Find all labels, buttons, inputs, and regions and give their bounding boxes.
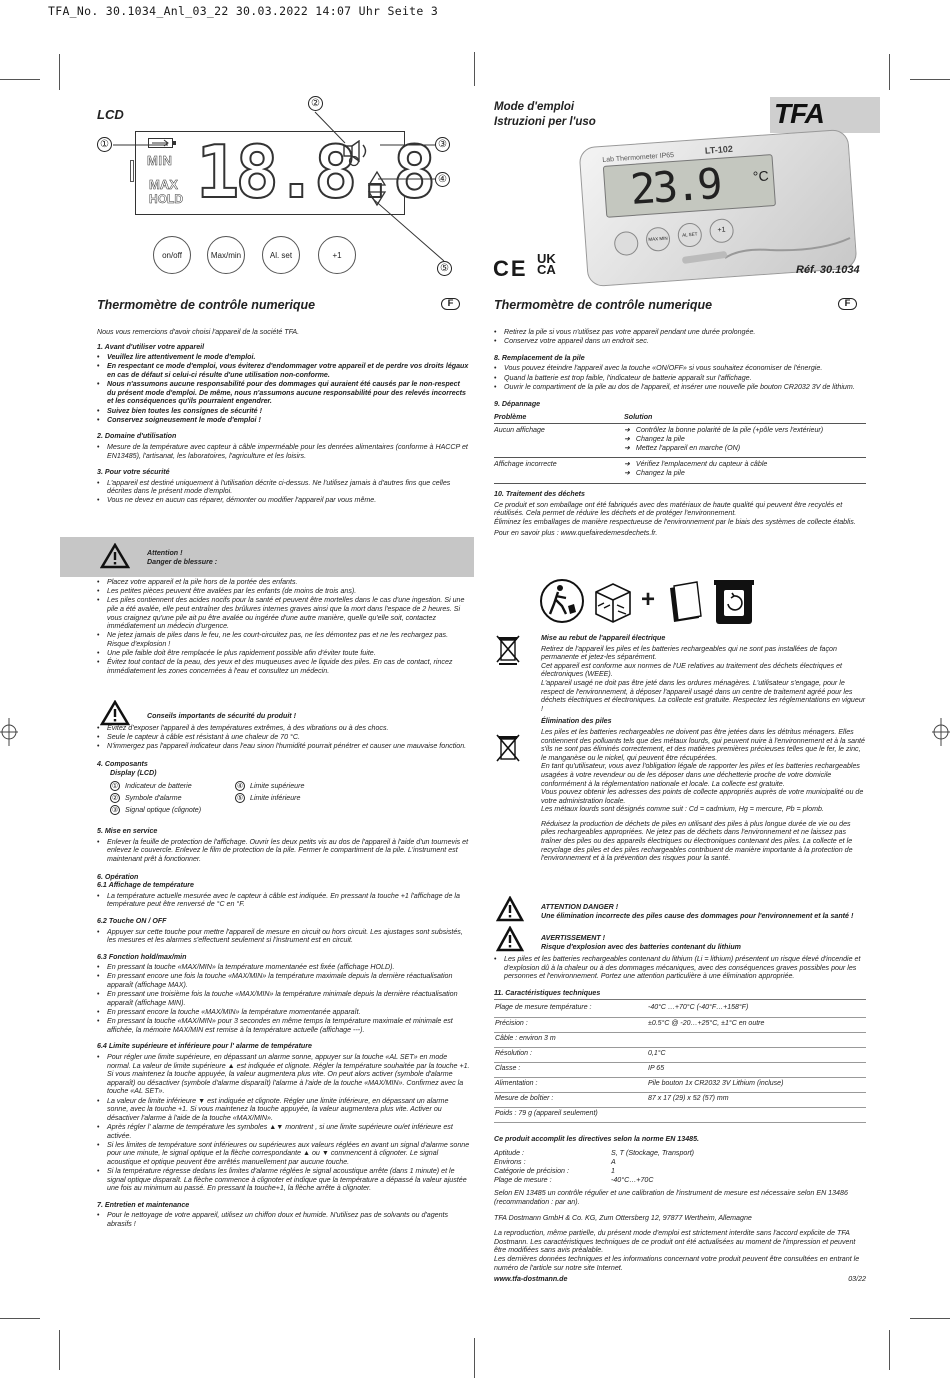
component-num: ② xyxy=(111,795,119,803)
component-label: Signal optique (clignote) xyxy=(125,806,202,815)
list-item: • Veuillez lire attentivement le mode d'emploi. xyxy=(97,353,470,362)
warning-list xyxy=(97,578,470,676)
list-item: • Si les limites de température sont inférieures ou supérieures aux valeurs réglées en avant un signal d'alarme sonne pour une minute, le signal optique et la flèche correspondante ▲ ou ▼ commencent à clignoter. Le signal acoustique et optique peuvent être arrêtés manuellement par aucune touche. xyxy=(97,1141,470,1167)
spec-value: 87 x 17 (29) x 52 (57) mm xyxy=(647,1092,866,1107)
print-header: TFA_No. 30.1034_Anl_03_22 30.03.2022 14:07 Uhr Seite 3 xyxy=(48,4,439,18)
trouble-problem: Aucun affichage xyxy=(494,425,545,434)
spec-key: Plage de mesure température : xyxy=(494,1002,647,1017)
s1-list xyxy=(97,353,470,424)
spec-key: Alimentation : xyxy=(494,1077,647,1092)
spec-key: Résolution : xyxy=(494,1047,647,1062)
spec-value xyxy=(647,1032,866,1047)
alset-button[interactable]: Al. set xyxy=(262,236,300,274)
device-power-button[interactable] xyxy=(613,231,639,257)
trouble-col-solution: Solution xyxy=(624,412,653,421)
list-item: • Pour régler une limite supérieure, en dépassant un alarme sonne, appuyer sur la touche «AL SET» en mode normal. La valeur de limite supérieure ▲ est indiquée et clignote. Régler la température souhaitée par la touche +1. Si vous maintenez la touche appuyée, la valeur augmentera plus vite. On peut alors activer (symbole d'alarme apparaît) ou désactiver (symbole d'alarme disparaît) l'alarme à l'aide de la touche «MAX/MIN». Confirmez avec la touche «AL SET». xyxy=(97,1053,470,1096)
norm-paragraph: Selon EN 13485 un contrôle régulier et une calibration de l'instrument de mesure est nécessaire selon EN 13486 (recommandation : par an). xyxy=(494,1189,848,1207)
list-item: • Quand la batterie est trop faible, l'indicateur de batterie apparaît sur l'affichage. xyxy=(494,374,866,383)
list-item: • L'appareil est destiné uniquement à l'utilisation décrite ci-dessus. Ne l'utilisez jamais à d'autres fins que celles décrites dans le présent mode d'emploi. xyxy=(97,479,470,496)
component-label: Symbole d'alarme xyxy=(125,794,182,803)
trouble-solution: Vérifiez l'emplacement du capteur à câble xyxy=(635,459,768,468)
norm-key: Aptitude : xyxy=(494,1149,524,1158)
plus1-button[interactable]: +1 xyxy=(318,236,356,274)
spec-value: ±0.5°C @ -20…+25°C, ±1°C en outre xyxy=(647,1017,866,1032)
list-item: • Enlever la feuille de protection de l'affichage. Ouvrir les deux petits vis au dos de l'appareil à l'aide d'un tournevis et enlevez le couvercle. Enlevez le film de protection de la pile. Fermer le compartiment de la pile. L'instrument est maintenant prêt à fonctionner. xyxy=(97,838,470,864)
list-item: • Si la température régresse dedans les limites d'alarme réglées le signal acoustique arrête (dans 1 minute) et le signal optique disparaît. La flèche commence à clignoter et indique que la température a dépassé la valeur ajustée une fois au minimum au passé. En pressant la touche+1, la flèche arrête à clignoter. xyxy=(97,1167,470,1193)
norm-value: A xyxy=(611,1158,616,1167)
specs-table xyxy=(494,1002,866,1123)
disposal-paragraph: Cet appareil est conforme aux normes de l'UE relatives au traitement des déchets électriques et électroniques (WEEE). xyxy=(541,661,843,679)
callout-2: ② xyxy=(308,96,323,111)
s6-title: 6. Opération xyxy=(97,872,139,881)
website-link[interactable]: www.tfa-dostmann.de xyxy=(494,1274,568,1283)
list-item: • Conservez soigneusement le mode d'emploi ! xyxy=(97,416,470,425)
warning-icon xyxy=(100,543,130,569)
ukca-mark: UK CA xyxy=(537,251,556,277)
disposal-paragraph: Réduisez la production de déchets de piles en utilisant des piles à plus longue durée de vie ou des piles rechargeables appropriées. Ne jetez pas de déchets dans l'environnement et ne laissez pas traîner des piles ou des appareils électriques ou électroniques contenant des piles. La collecte et le recyclage des piles et des piles rechargeables contribuent de manière importante à la protection de l'environnement et à la prévention des risques pour la santé. xyxy=(541,819,853,863)
list-item: • En respectant ce mode d'emploi, vous éviterez d'endommager votre appareil et de perdre vos droits légaux en cas de défaut si celui-ci résulte d'une utilisation non-conforme. xyxy=(97,362,470,379)
ce-mark: CE xyxy=(493,256,528,281)
left-column-2 xyxy=(97,724,470,1229)
spec-key: Poids : 79 g (appareil seulement) xyxy=(494,1107,647,1122)
trouble-solution: Mettez l'appareil en marche (ON) xyxy=(635,443,741,452)
lcd-heading: LCD xyxy=(97,107,124,122)
list-item: • Placez votre appareil et la pile hors de la portée des enfants. xyxy=(97,578,470,587)
list-item: • Pour le nettoyage de votre appareil, utilisez un chiffon doux et humide. N'utilisez pas de solvants ou d'agents abrasifs ! xyxy=(97,1211,470,1228)
list-item: • Appuyer sur cette touche pour mettre l'appareil de mesure en circuit ou hors circuit. Les ajustages sont subsistés, les mesures et les alarmes s'effectuent seulement si l'instrument est en circuit. xyxy=(97,928,470,945)
lcd-hold-label: HOLD xyxy=(149,192,183,206)
s61-title: 6.1 Affichage de température xyxy=(97,881,194,890)
spec-row xyxy=(494,1047,866,1062)
list-item: • Mesure de la température avec capteur à câble imperméable pour les denrées alimentaires (conforme à HACCP et EN13485), l'artisanat, les laboratoires, l'agriculture et les loisirs. xyxy=(97,443,470,460)
recycling-pictogram xyxy=(538,576,760,626)
recycling-bin-icon xyxy=(710,576,758,626)
crossed-bin-battery-icon xyxy=(495,733,521,765)
company-address: TFA Dostmann GmbH & Co. KG, Zum Ottersberg 12, 97877 Wertheim, Allemagne xyxy=(494,1213,752,1222)
trouble-solution: Changez la pile xyxy=(635,468,685,477)
disposal-paragraph: Vous pouvez obtenir les adresses des points de collecte appropriés auprès de votre municipalité ou de votre administration locale. xyxy=(541,788,864,805)
spec-row xyxy=(494,1077,866,1092)
component-num: ⑤ xyxy=(236,795,244,803)
list-item: • Une pile faible doit être remplacée le plus rapidement possible afin d'éviter toute fuite. xyxy=(97,649,470,658)
list-item: • Conservez votre appareil dans un endroit sec. xyxy=(494,337,866,346)
tfa-logo: TFA xyxy=(774,98,824,129)
onoff-button[interactable]: on/off xyxy=(153,236,191,274)
component-label: Limite inférieure xyxy=(250,794,301,803)
lithium-warning-subtitle: Risque d'explosion avec des batteries contenant du lithium xyxy=(541,943,741,951)
device-screen xyxy=(602,151,776,218)
tidyman-icon xyxy=(538,576,586,626)
spec-key: Précision : xyxy=(494,1017,647,1032)
s5-title: 5. Mise en service xyxy=(97,827,158,836)
norm-list xyxy=(494,1149,866,1189)
legal-paragraph: Les dernières données techniques et les informations concernant votre produit peuvent être consultées en entrant le numéro de l'article sur notre site Internet. xyxy=(494,1255,860,1272)
electrical-disposal-title: Mise au rebut de l'appareil électrique xyxy=(541,634,666,642)
list-item: • Après régler l' alarme de température les symboles ▲▼ montrent , si une limite supérieure ou/et inférieure est activée. xyxy=(97,1123,470,1140)
maxmin-button[interactable]: Max/min xyxy=(207,236,245,274)
disposal-paragraph: L'appareil usagé ne doit pas être jeté dans les ordures ménagères. L'utilisateur s'engage, pour le respect de l'environnement, à déposer l'appareil usagé dans un centre de traitement agréé pour les déchets électriques et électroniques. La collecte est gratuite. Respectez les réglementations en vigueur ! xyxy=(541,678,866,713)
danger-text: Une élimination incorrecte des piles cause des dommages pour l'environnement et la santé ! xyxy=(541,912,854,920)
s10-paragraph: Éliminez les emballages de manière respectueuse de l'environnement par le biais des systèmes de collecte établis. xyxy=(494,517,856,526)
device-unit: °C xyxy=(752,167,770,185)
s62-title: 6.2 Touche ON / OFF xyxy=(97,916,167,925)
spec-value: Pile bouton 1x CR2032 3V Lithium (incluse) xyxy=(647,1077,866,1092)
component-num: ① xyxy=(111,783,119,791)
spec-value: 0,1°C xyxy=(647,1047,866,1062)
disposal-section xyxy=(541,634,866,865)
list-item: • N'immergez pas l'appareil indicateur dans l'eau sinon l'humidité pourrait pénétrer et causer une mauvaise fonction. xyxy=(97,742,470,751)
list-item: • Vous pouvez éteindre l'appareil avec la touche «ON/OFF» si vous souhaitez économiser de l'énergie. xyxy=(494,364,866,373)
spec-key: Mesure de boîtier : xyxy=(494,1092,647,1107)
callout-4: ④ xyxy=(435,172,450,187)
list-item: • Seule le capteur à câble est résistant à une chaleur de 70 °C. xyxy=(97,733,470,742)
norm-key: Catégorie de précision : xyxy=(494,1167,569,1176)
norm-value: S, T (Stockage, Transport) xyxy=(611,1149,695,1158)
spec-row xyxy=(494,1032,866,1047)
spec-row xyxy=(494,1017,866,1032)
spec-row xyxy=(494,1107,866,1122)
cover-mode-it: Istruzioni per l'uso xyxy=(494,116,596,128)
left-column xyxy=(97,328,470,506)
s4-subtitle: Display (LCD) xyxy=(110,768,157,777)
list-item: • Les piles et les batteries rechargeables contenant du lithium (Li = lithium) présentent un risque élevé d'incendie et d'explosion dû à la chaleur ou à des dommages mécaniques, avec des conséquences graves possibles pour les personnes et l'environnement. Portez une attention particulière à une élimination appropriée. xyxy=(494,955,866,981)
disposal-paragraph: Les piles et les batteries rechargeables ne doivent pas être jetées dans les détritus ménagers. Elles contiennent des polluants tels que des métaux lourds, qui peuvent nuire à l'environnement et à la santé s'ils ne sont pas éliminés correctement, et des matières premières précieuses telles que le fer, le zinc, le manganèse ou le nickel, qui peuvent être récupérées. xyxy=(541,727,865,762)
list-item: • Les petites pièces peuvent être avalées par les enfants (de moins de trois ans). xyxy=(97,587,470,596)
lithium-warning-title: AVERTISSEMENT ! xyxy=(541,934,605,942)
list-item: • En pressant encore la touche «MAX/MIN» la température momentanée apparaît. xyxy=(97,1008,470,1017)
registration-mark-left xyxy=(0,712,18,752)
warning-title: Attention ! xyxy=(147,549,183,557)
list-item: • En pressant la touche «MAX/MIN» la température momentanée est fixée (affichage HOLD). xyxy=(97,963,470,972)
components-list xyxy=(97,781,470,819)
component-num: ④ xyxy=(236,783,244,791)
right-title: Thermomètre de contrôle numerique xyxy=(494,298,713,312)
plus-icon: + xyxy=(641,586,656,613)
trouble-header xyxy=(494,411,866,424)
list-item: • Retirez la pile si vous n'utilisez pas votre appareil pendant une durée prolongée. xyxy=(494,328,866,337)
list-item: • En pressant une troisième fois la touche «MAX/MIN» la température minimale depuis la dernière réactualisation apparaît (affichage MIN). xyxy=(97,990,470,1007)
list-item: • Ne jetez jamais de piles dans le feu, ne les court-circuitez pas, ne les démontez pas et ne les rechargez pas. Risque d'explosion ! xyxy=(97,631,470,648)
component-label: Limite supérieure xyxy=(250,782,305,791)
spec-key: Classe : xyxy=(494,1062,647,1077)
list-item: • Vous ne devez en aucun cas réparer, démonter ou modifier l'appareil par vous même. xyxy=(97,496,470,505)
spec-value: -40°C …+70°C (-40°F…+158°F) xyxy=(647,1002,866,1017)
device-model: LT-102 xyxy=(704,143,734,156)
legal-paragraph: La reproduction, même partielle, du présent mode d'emploi est strictement interdite sans l'accord explicite de TFA Dostmann. Les caractéristiques techniques de ce produit ont été actualisées au moment de l'impression et peuvent être modifiées sans avis préalable. xyxy=(494,1229,856,1255)
norm-value: 1 xyxy=(611,1167,615,1176)
disposal-paragraph: Les métaux lourds sont désignés comme suit : Cd = cadmium, Hg = mercure, Pb = plomb. xyxy=(541,805,824,814)
norm-value: -40°C…+70C xyxy=(611,1176,654,1185)
spec-value: IP 65 xyxy=(647,1062,866,1077)
lcd-digits: 18.8.8 xyxy=(196,130,433,214)
list-item: • La valeur de limite inférieure ▼ est indiquée et clignote. Régler une limite inférieure, en dépassant un alarme sonne, avec la touche +1. Si vous maintenez la touche appuyée, la valeur augmentera plus vite. Activer ou désactiver l'alarme à l'aide de la touche «MAX/MIN». xyxy=(97,1097,470,1123)
disposal-paragraph: Retirez de l'appareil les piles et les batteries rechargeables qui ne sont pas installées de façon permanente et jetez-les séparément. xyxy=(541,644,837,662)
device-reading: 23.9 xyxy=(628,158,722,214)
norm-key: Environs : xyxy=(494,1158,526,1167)
norm-key: Plage de mesure : xyxy=(494,1176,552,1185)
warning-subtitle: Danger de blessure : xyxy=(147,558,218,566)
s4-title: 4. Composants xyxy=(97,759,148,768)
list-item: • En pressant la touche «MAX/MIN» pour 3 secondes en même temps la température maximale et minimale est affichée, la mémoire MAX/MIN est remise à la température actuelle (affichage ---). xyxy=(97,1017,470,1034)
trouble-solution: Contrôlez la bonne polarité de la pile (+pôle vers l'extérieur) xyxy=(635,425,824,434)
right-column-lower xyxy=(494,955,866,1285)
component-label: Indicateur de batterie xyxy=(125,782,192,791)
trouble-row: Affichage incorrecte ➜ Vérifiez l'emplacement du capteur à câble ➜ Changez la pile xyxy=(494,460,866,484)
paper-icon xyxy=(665,580,705,624)
cover-mode-fr: Mode d'emploi xyxy=(494,101,575,113)
norm-title: Ce produit accomplit les directives selon la norme EN 13485. xyxy=(494,1134,700,1143)
s10-title: 10. Traitement des déchets xyxy=(494,489,585,498)
device-label: Lab Thermometer IP65 xyxy=(602,151,675,164)
list-item: • Évitez tout contact de la peau, des yeux et des muqueuses avec le liquide des piles. En cas de contact, rincez immédiatement les zones concernées à l'eau et consultez un médecin. xyxy=(97,658,470,675)
trouble-solution: Changez la pile xyxy=(635,434,685,443)
footer xyxy=(494,1275,866,1285)
s7-title: 7. Entretien et maintenance xyxy=(97,1200,190,1209)
spec-row xyxy=(494,1002,866,1017)
component-num: ③ xyxy=(111,807,119,815)
list-item: • Suivez bien toutes les consignes de sécurité ! xyxy=(97,407,470,416)
lcd-max-label: MAX xyxy=(149,177,178,192)
disposal-paragraph: En tant qu'utilisateur, vous avez l'obligation légale de rapporter les piles et les batteries rechargeables usagées à votre revendeur ou de les déposer dans une déchetterie proche de votre domicile conformément à la réglementation nationale et locale. La collecte est gratuite. xyxy=(541,762,860,788)
warning-icon xyxy=(100,700,130,726)
s9-title: 9. Dépannage xyxy=(494,400,541,409)
spec-row xyxy=(494,1092,866,1107)
danger-icon xyxy=(496,896,524,922)
list-item: • Nous n'assumons aucune responsabilité pour des dommages qui auraient été causés par le non-respect du présent mode d'emploi. De même, nous n'assumons aucune responsabilité pour des relevés incorrects et les conséquences qu'ils pourraient engendrer. xyxy=(97,380,470,406)
device-maxmin-button[interactable]: MAX MIN xyxy=(645,226,671,252)
spec-row xyxy=(494,1062,866,1077)
trouble-col-problem: Problème xyxy=(494,412,527,421)
list-item: • En pressant encore une fois la touche «MAX/MIN» la température maximale depuis la dernière réactualisation apparaît (affichage MAX). xyxy=(97,972,470,989)
reference: Réf. 30.1034 xyxy=(796,264,860,276)
s11-title: 11. Caractéristiques techniques xyxy=(494,989,866,1001)
s8-title: 8. Remplacement de la pile xyxy=(494,353,585,362)
trouble-row: Aucun affichage ➜ Contrôlez la bonne polarité de la pile (+pôle vers l'extérieur) ➜ Changez la pile ➜ Mettez l'appareil en marche (ON) xyxy=(494,426,866,458)
registration-mark-right xyxy=(932,712,950,752)
device-alset-button[interactable]: AL SET xyxy=(677,222,703,248)
list-item: • La température actuelle mesurée avec le capteur à câble est indiquée. En pressant la touche +1 l'affichage de la température peut être renversé de °C en °F. xyxy=(97,892,470,909)
s3-title: 3. Pour votre sécurité xyxy=(97,468,170,477)
danger-title: ATTENTION DANGER ! xyxy=(541,903,619,911)
s1-title: 1. Avant d'utiliser votre appareil xyxy=(97,342,205,351)
lcd-min-label: MIN xyxy=(147,153,173,168)
crossed-bin-icon xyxy=(495,634,521,666)
list-item: • Évitez d'exposer l'appareil à des températures extrêmes, à des vibrations ou à des chocs. xyxy=(97,724,470,733)
right-language-badge: F xyxy=(838,298,857,310)
s10-link-text: Pour en savoir plus : www.quefairedemesdechets.fr. xyxy=(494,528,658,537)
product-safety-title: Conseils importants de sécurité du produit ! xyxy=(147,712,296,720)
spec-value xyxy=(647,1107,866,1122)
callout-3: ③ xyxy=(435,137,450,152)
right-column xyxy=(494,328,866,540)
s10-paragraph: Ce produit et son emballage ont été fabriqués avec des matériaux de haute qualité qui peuvent être recyclés et réutilisés. Cela permet de réduire les déchets et de protéger l'environnement. xyxy=(494,500,843,518)
callout-1: ① xyxy=(97,137,112,152)
device-plus1-button[interactable]: +1 xyxy=(709,218,735,244)
lithium-warning-icon xyxy=(496,926,524,952)
trouble-problem: Affichage incorrecte xyxy=(494,459,557,468)
s63-title: 6.3 Fonction hold/max/min xyxy=(97,952,187,961)
left-title: Thermomètre de contrôle numerique xyxy=(97,298,316,312)
s64-title: 6.4 Limite supérieure et inférieure pour l' alarme de température xyxy=(97,1042,312,1051)
callout-5: ⑤ xyxy=(437,261,452,276)
print-date: 03/22 xyxy=(848,1274,866,1283)
packaging-box-icon xyxy=(590,578,636,624)
s2-title: 2. Domaine d'utilisation xyxy=(97,432,177,441)
spec-key: Câble : environ 3 m xyxy=(494,1032,647,1047)
list-item: • Ouvrir le compartiment de la pile au dos de l'appareil, et insérer une nouvelle pile bouton CR2032 3V de lithium. xyxy=(494,383,866,392)
list-item: • Les piles contiennent des acides nocifs pour la santé et peuvent être mortelles dans le cas d'une ingestion. Si une pile a été avalée, elle peut entraîner des brûlures internes graves ainsi que la mort dans l'espace de 2 heures. Si vous craignez qu'une pile ait pu être avalée ou ingérée d'une autre manière, quelle qu'elle soit, contactez immédiatement un médecin d'urgence. xyxy=(97,596,470,630)
intro: Nous vous remercions d'avoir choisi l'appareil de la société TFA. xyxy=(97,328,300,336)
battery-disposal-title: Élimination des piles xyxy=(541,717,612,726)
left-language-badge: F xyxy=(441,298,460,310)
